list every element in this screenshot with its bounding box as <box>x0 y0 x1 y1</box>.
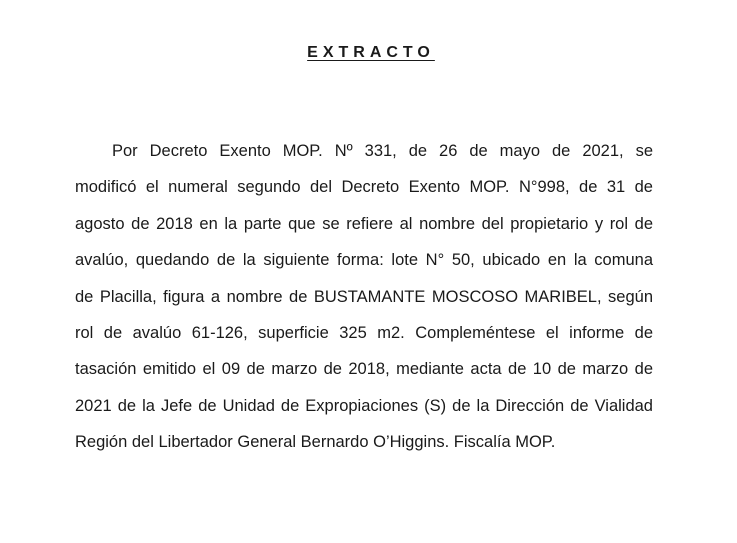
document-title-text: EXTRACTO <box>307 44 435 61</box>
body-line-9: Región del Libertador General Bernardo O’Higgins. Fiscalía MOP. <box>75 433 556 452</box>
body-line-7: tasación emitido el 09 de marzo de 2018, mediante acta de 10 de marzo de <box>75 360 653 379</box>
body-line-4: avalúo, quedando de la siguiente forma: lote N° 50, ubicado en la comuna <box>75 251 653 270</box>
document-body <box>75 133 653 461</box>
body-line-3: agosto de 2018 en la parte que se refiere al nombre del propietario y rol de <box>75 214 653 233</box>
body-line-5: de Placilla, figura a nombre de BUSTAMANTE MOSCOSO MARIBEL, según <box>75 287 653 306</box>
body-line-6: rol de avalúo 61-126, superficie 325 m2. Compleméntese el informe de <box>75 323 653 342</box>
body-line-8: 2021 de la Jefe de Unidad de Expropiaciones (S) de la Dirección de Vialidad <box>75 396 653 415</box>
body-line-2: modificó el numeral segundo del Decreto Exento MOP. N°998, de 31 de <box>75 178 653 197</box>
body-line-1: Por Decreto Exento MOP. Nº 331, de 26 de mayo de 2021, se <box>112 142 653 160</box>
document-title <box>0 42 737 64</box>
